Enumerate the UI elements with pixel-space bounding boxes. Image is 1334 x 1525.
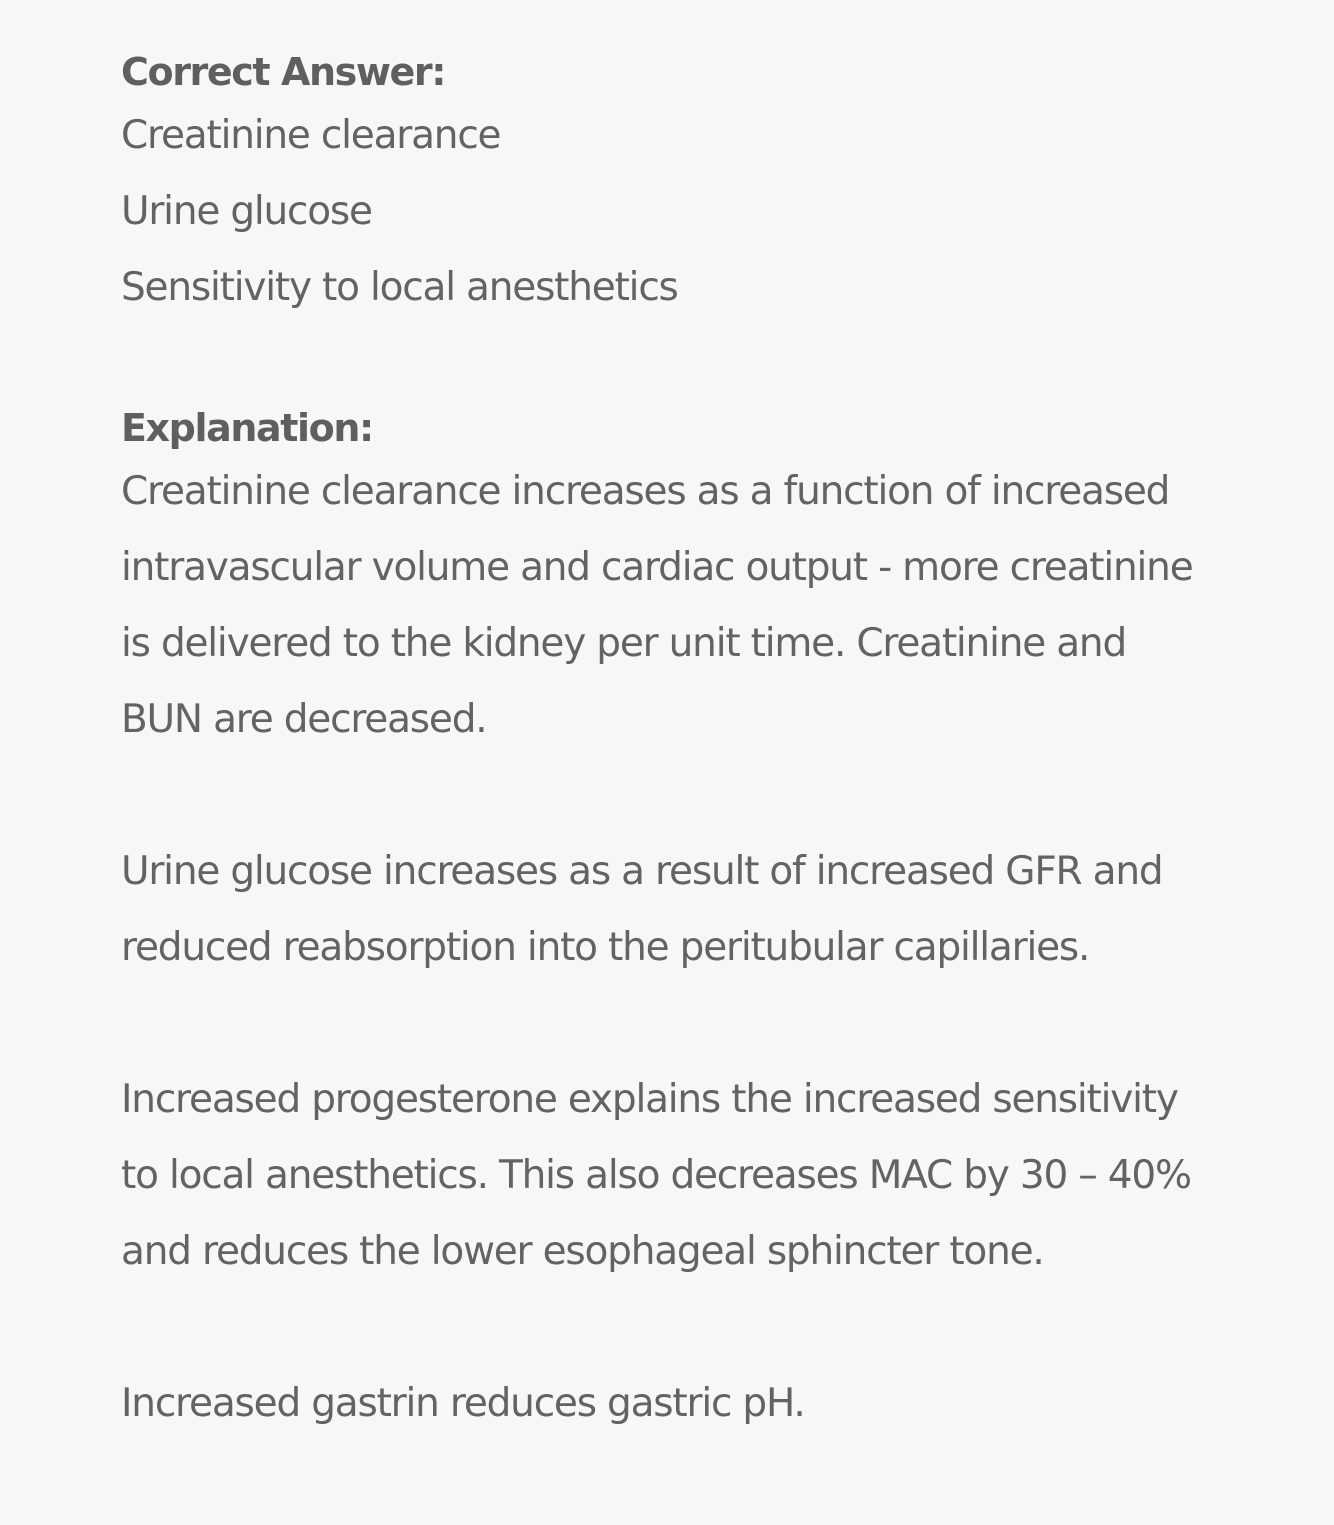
explanation-line: is delivered to the kidney per unit time. Creatinine and bbox=[121, 621, 1126, 666]
explanation-line: Increased progesterone explains the increased sensitivity bbox=[121, 1077, 1178, 1122]
correct-answer-heading: Correct Answer: bbox=[121, 50, 446, 94]
explanation-paragraph-gastrin bbox=[121, 1366, 1334, 1442]
explanation-line: Increased gastrin reduces gastric pH. bbox=[121, 1381, 805, 1426]
explanation-line: and reduces the lower esophageal sphincter tone. bbox=[121, 1229, 1044, 1274]
explanation-paragraph-glucose bbox=[121, 834, 1334, 986]
explanation-line: BUN are decreased. bbox=[121, 697, 487, 742]
explanation-line: Creatinine clearance increases as a function of increased bbox=[121, 469, 1170, 514]
correct-answer-item: Urine glucose bbox=[121, 189, 372, 234]
explanation-paragraph-progesterone bbox=[121, 1062, 1334, 1290]
correct-answer-list bbox=[121, 98, 1334, 326]
correct-answer-section bbox=[121, 46, 1334, 326]
explanation-line: Urine glucose increases as a result of increased GFR and bbox=[121, 849, 1163, 894]
explanation-section bbox=[121, 402, 1334, 1442]
correct-answer-item: Sensitivity to local anesthetics bbox=[121, 265, 678, 310]
explanation-line: reduced reabsorption into the peritubular capillaries. bbox=[121, 925, 1090, 970]
explanation-heading: Explanation: bbox=[121, 406, 373, 450]
explanation-paragraph-creatinine bbox=[121, 454, 1334, 758]
correct-answer-heading-wrap bbox=[121, 46, 1334, 98]
explanation-line: to local anesthetics. This also decreases MAC by 30 – 40% bbox=[121, 1153, 1191, 1198]
explanation-line: intravascular volume and cardiac output - more creatinine bbox=[121, 545, 1193, 590]
correct-answer-item: Creatinine clearance bbox=[121, 113, 501, 158]
explanation-heading-wrap bbox=[121, 402, 1334, 454]
